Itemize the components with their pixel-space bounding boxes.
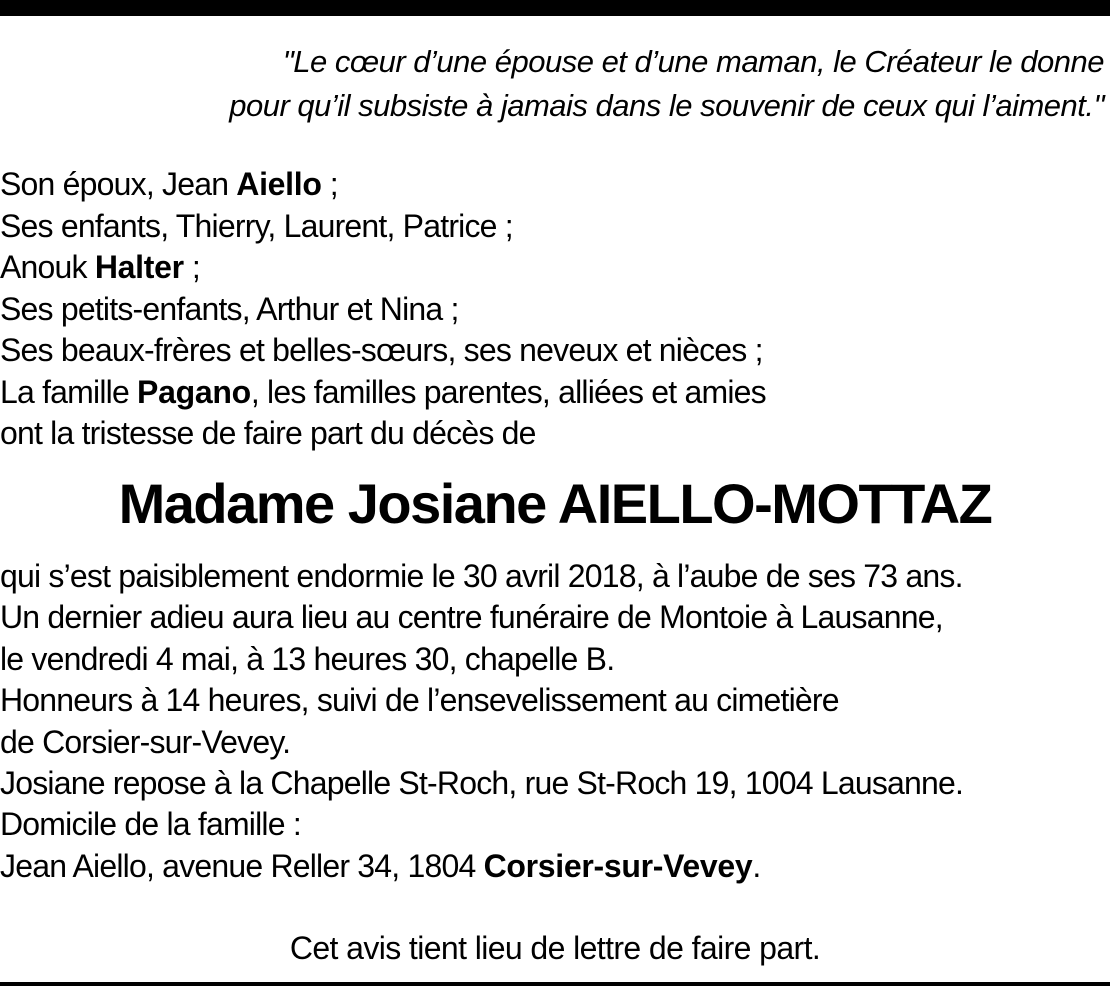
footer-notice-text: Cet avis tient lieu de lettre de faire part. [289,930,821,966]
family-line-announcement: ont la tristesse de faire part du décès de [0,415,536,451]
family-line-pagano-surname: Pagano [137,373,251,410]
bottom-rule [0,982,1110,986]
family-line-pagano-end: , les familles parentes, alliées et amies [250,373,766,410]
family-line-anouk-text: Anouk [0,249,95,285]
family-line-spouse [0,164,766,206]
family-line-children: Ses enfants, Thierry, Laurent, Patrice ; [0,207,513,244]
quote-line-2: pour qu’il subsiste à jamais dans le souvenir de ceux qui l’aiment." [229,88,1104,123]
details-line-address [0,846,963,887]
top-rule [0,0,1110,16]
family-line-anouk [0,247,766,289]
family-line-grandchildren: Ses petits-enfants, Arthur et Nina ; [0,290,459,327]
quote-line-1: "Le cœur d’une épouse et d’une maman, le Créateur le donne [282,44,1104,79]
details-address-text: Jean Aiello, avenue Reller 34, 1804 [0,847,484,884]
family-line-spouse-text: Son époux, Jean [0,166,237,202]
details-line-domicile: Domicile de la famille : [0,806,301,843]
family-line-anouk-surname: Halter [94,249,184,285]
details-line-rest: Josiane repose à la Chapelle St-Roch, rue St-Roch 19, 1004 Lausanne. [0,765,964,802]
deceased-name: Madame Josiane AIELLO-MOTTAZ [118,472,992,535]
family-line-spouse-surname: Aiello [236,166,322,202]
family-line-in-laws: Ses beaux-frères et belles-sœurs, ses neveux et nièces ; [0,332,763,368]
family-line-anouk-end: ; [183,249,200,285]
epigraph-quote [4,40,1104,128]
details-address-town: Corsier-sur-Vevey [483,847,753,884]
details-line-honours: Honneurs à 14 heures, suivi de l’ensevelissement au cimetière [0,682,839,719]
details-line-farewell: Un dernier adieu aura lieu au centre funéraire de Montoie à Lausanne, [0,599,943,636]
details-line-date: le vendredi 4 mai, à 13 heures 30, chapelle B. [0,640,615,677]
details-line-cemetery: de Corsier-sur-Vevey. [0,723,291,760]
family-line-spouse-end: ; [321,166,338,202]
family-announcement [0,164,766,455]
family-line-pagano [0,372,766,414]
family-line-pagano-text: La famille [0,373,138,410]
details-address-end: . [752,847,761,884]
footer-notice [0,926,1110,970]
details-line-death: qui s’est paisiblement endormie le 30 avril 2018, à l’aube de ses 73 ans. [0,558,963,594]
service-details [0,556,963,887]
